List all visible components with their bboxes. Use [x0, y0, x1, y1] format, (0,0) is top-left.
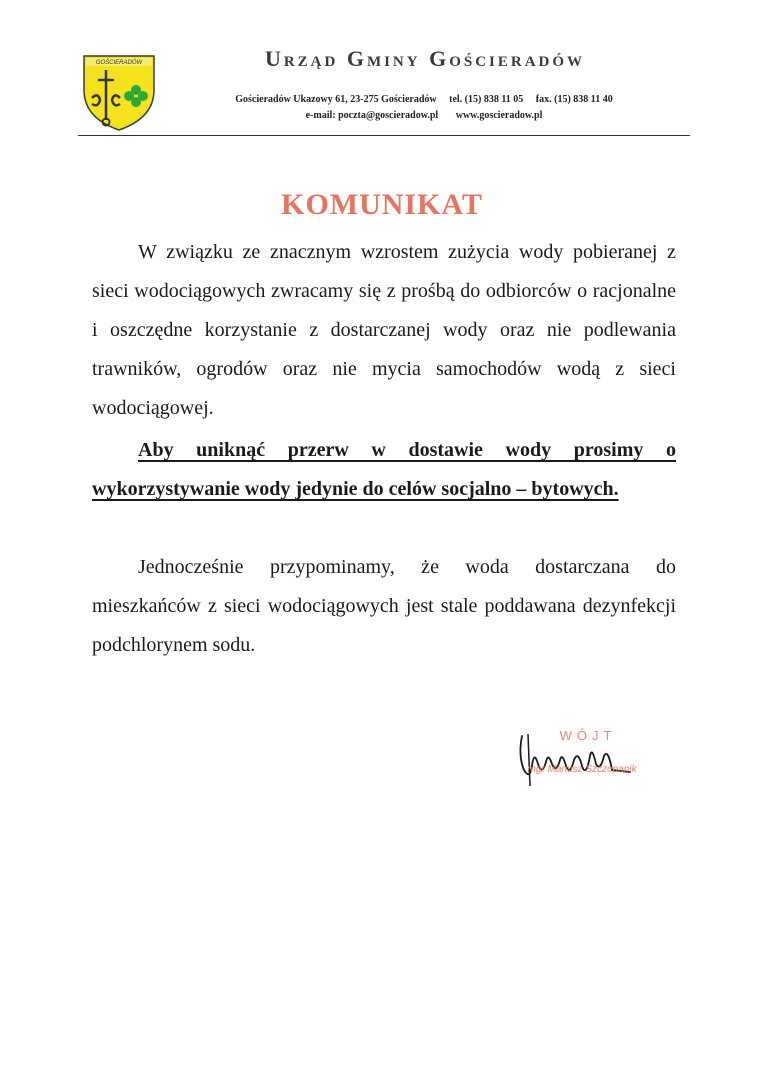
email-text: e-mail: poczta@goscieradow.pl — [305, 110, 439, 121]
crest-label: GOŚCIERADÓW — [95, 60, 143, 66]
office-name: Urząd Gminy Gościeradów — [264, 46, 586, 71]
document-title: KOMUNIKAT — [281, 188, 483, 221]
paragraph-water-usage: W związku ze znacznym wzrostem zużycia wody pobieranej z sieci wodociągowych zwracamy się z prośbą do odbiorców o racjonalne i oszczędne korzystanie z dostarczanej wody oraz nie podlewania trawników, ogrodów oraz nie mycia samochodów wodą z sieci wodociągowej. — [92, 241, 676, 419]
header-divider — [78, 135, 690, 136]
paragraph-disinfection: Jednocześnie przypominamy, że woda dostarczana do mieszkańców z sieci wodociągowych jest stale poddawana dezynfekcji podchlorynem sodu. — [92, 556, 676, 656]
municipal-crest — [80, 50, 158, 132]
phone-text: tel. (15) 838 11 05 — [449, 94, 524, 105]
paragraph-request: Aby uniknąć przerw w dostawie wody prosimy o wykorzystywanie wody jedynie do celów socjalno – bytowych. — [92, 439, 676, 500]
website-link[interactable]: www.goscieradow.pl — [455, 110, 543, 121]
contact-block — [196, 92, 652, 124]
signature-role: WÓJT — [559, 728, 617, 743]
signature-name: mgr Mariusz Szczepanik — [527, 764, 637, 775]
fax-text: fax. (15) 838 11 40 — [535, 94, 613, 105]
address-text: Gościeradów Ukazowy 61, 23-275 Gościeradów — [235, 94, 437, 105]
